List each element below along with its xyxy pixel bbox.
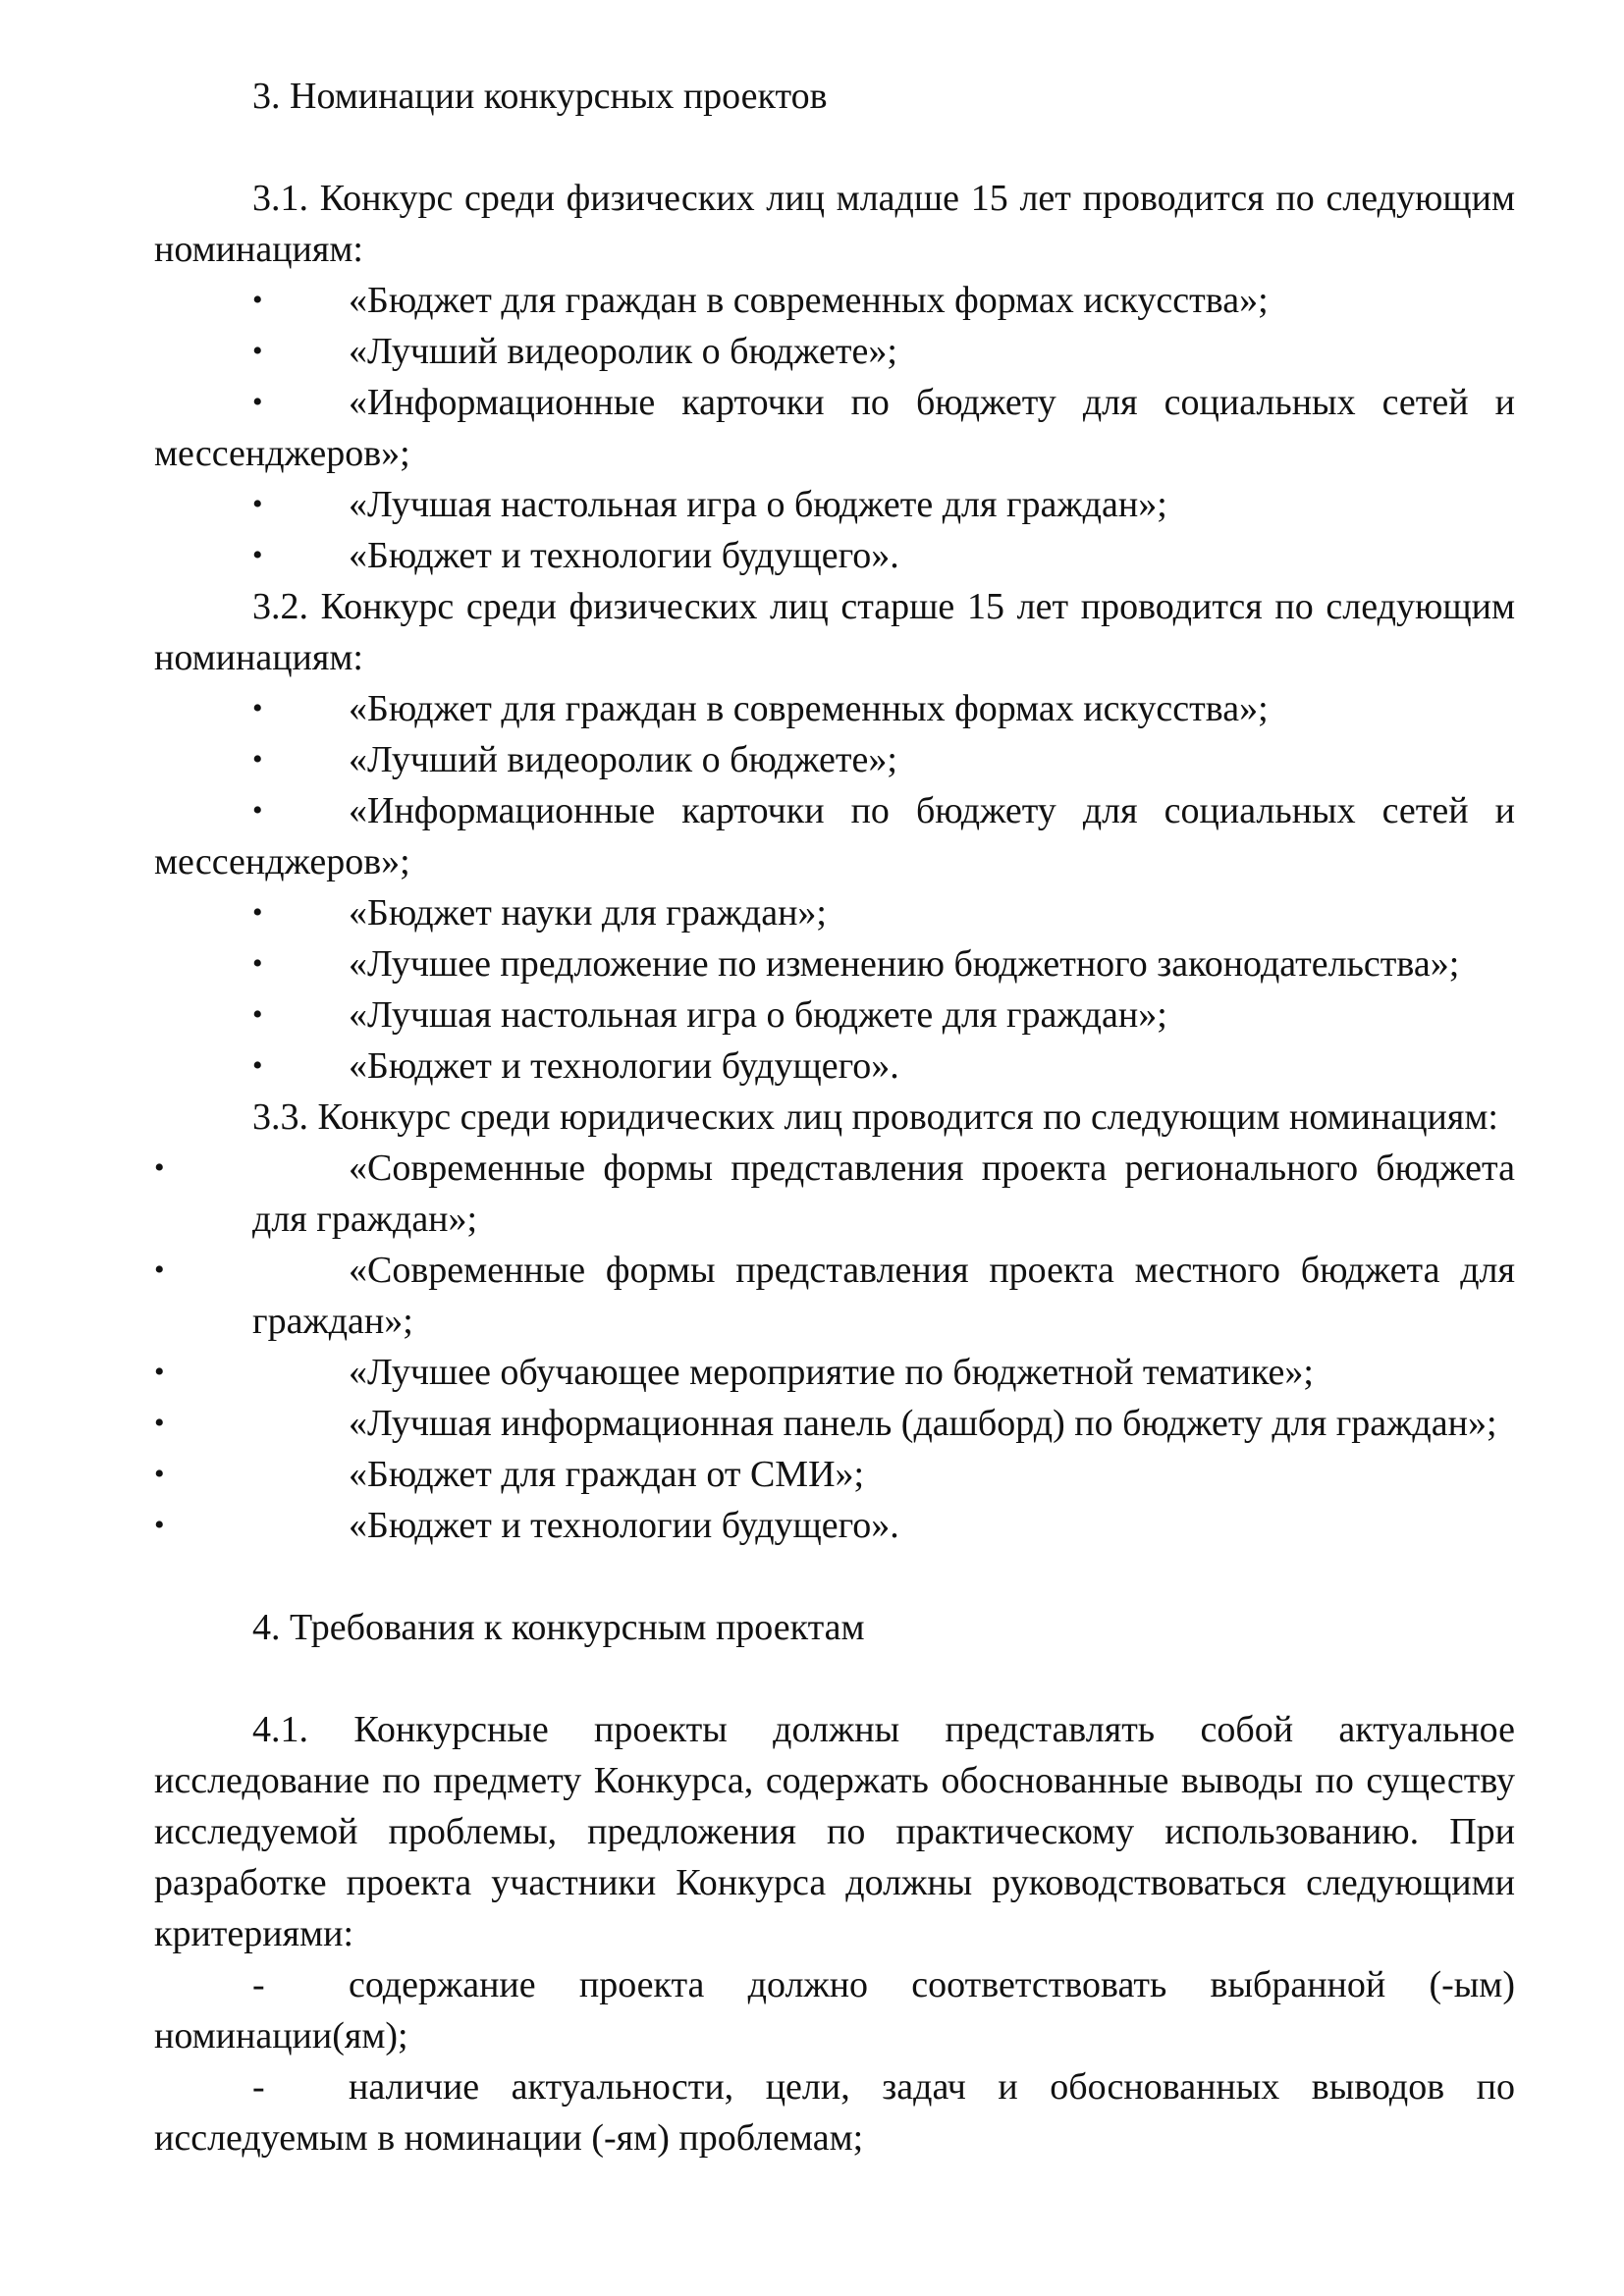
section-4-heading: 4. Требования к конкурсным проектам — [252, 1607, 865, 1648]
paragraph-3-1: 3.1. Конкурс среди физических лиц младше 15 лет проводится по следующим номинациям: — [154, 178, 1515, 270]
list-item: • «Современные формы представления проекта местного бюджета для граждан»; — [154, 1245, 1515, 1347]
dash-marker: - — [252, 1964, 265, 2005]
bullet-icon: • — [252, 539, 263, 571]
bullet-icon: • — [252, 488, 263, 520]
list-item: • «Бюджет науки для граждан»; — [154, 887, 1515, 938]
list-item: • «Лучшая настольная игра о бюджете для граждан»; — [154, 989, 1515, 1041]
paragraph-4-1: 4.1. Конкурсные проекты должны представлять собой актуальное исследование по предмету Конкурса, содержать обоснованные выводы по существу исследуемой проблемы, предложения по практическому использованию. При разработке проекта участники Конкурса должны руководствоваться следующими критериями: — [154, 1709, 1515, 1954]
list-item: • «Бюджет и технологии будущего». — [154, 1041, 1515, 1092]
blank-line — [154, 1653, 1515, 1704]
list-item: • «Бюджет для граждан от СМИ»; — [154, 1449, 1515, 1500]
list-item: • «Лучшая информационная панель (дашборд) по бюджету для граждан»; — [154, 1398, 1515, 1449]
bullet-icon: • — [154, 1254, 165, 1286]
list-item: • «Лучший видеоролик о бюджете»; — [154, 734, 1515, 785]
list-3-3 — [154, 1143, 1515, 1551]
bullet-icon: • — [154, 1458, 165, 1490]
dash-marker: - — [252, 2066, 265, 2108]
section-3-heading: 3. Номинации конкурсных проектов — [252, 76, 828, 117]
bullet-icon: • — [252, 335, 263, 367]
list-item: - содержание проекта должно соответствовать выбранной (-ым) номинации(ям); — [154, 1959, 1515, 2061]
bullet-icon: • — [154, 1151, 165, 1184]
paragraph-3-3: 3.3. Конкурс среди юридических лиц проводится по следующим номинациям: — [252, 1096, 1498, 1138]
list-item: • «Информационные карточки по бюджету для социальных сетей и мессенджеров»; — [154, 785, 1515, 887]
list-3-1 — [154, 275, 1515, 581]
blank-line — [154, 1551, 1515, 1602]
list-item: • «Бюджет и технологии будущего». — [154, 530, 1515, 581]
criteria-list — [154, 1959, 1515, 2163]
list-item: • «Современные формы представления проекта регионального бюджета для граждан»; — [154, 1143, 1515, 1245]
list-item: • «Лучшая настольная игра о бюджете для граждан»; — [154, 479, 1515, 530]
list-item: - наличие актуальности, цели, задач и обоснованных выводов по исследуемым в номинации (-ям) проблемам; — [154, 2061, 1515, 2163]
bullet-icon: • — [252, 947, 263, 980]
bullet-icon: • — [252, 998, 263, 1031]
list-item: • «Бюджет и технологии будущего». — [154, 1500, 1515, 1551]
bullet-icon: • — [154, 1356, 165, 1388]
document-page — [154, 71, 1515, 2163]
bullet-icon: • — [252, 1049, 263, 1082]
bullet-icon: • — [252, 692, 263, 724]
list-item: • «Лучшее предложение по изменению бюджетного законодательства»; — [154, 938, 1515, 989]
bullet-icon: • — [154, 1509, 165, 1541]
list-item: • «Лучший видеоролик о бюджете»; — [154, 326, 1515, 377]
bullet-icon: • — [154, 1407, 165, 1439]
list-3-2 — [154, 683, 1515, 1092]
list-item: • «Лучшее обучающее мероприятие по бюджетной тематике»; — [154, 1347, 1515, 1398]
list-item: • «Бюджет для граждан в современных формах искусства»; — [154, 683, 1515, 734]
bullet-icon: • — [252, 896, 263, 929]
bullet-icon: • — [252, 284, 263, 316]
paragraph-3-2: 3.2. Конкурс среди физических лиц старше 15 лет проводится по следующим номинациям: — [154, 586, 1515, 678]
bullet-icon: • — [252, 743, 263, 775]
bullet-icon: • — [252, 794, 263, 827]
list-item: • «Информационные карточки по бюджету для социальных сетей и мессенджеров»; — [154, 377, 1515, 479]
bullet-icon: • — [252, 386, 263, 418]
blank-line — [154, 122, 1515, 173]
list-item: • «Бюджет для граждан в современных формах искусства»; — [154, 275, 1515, 326]
